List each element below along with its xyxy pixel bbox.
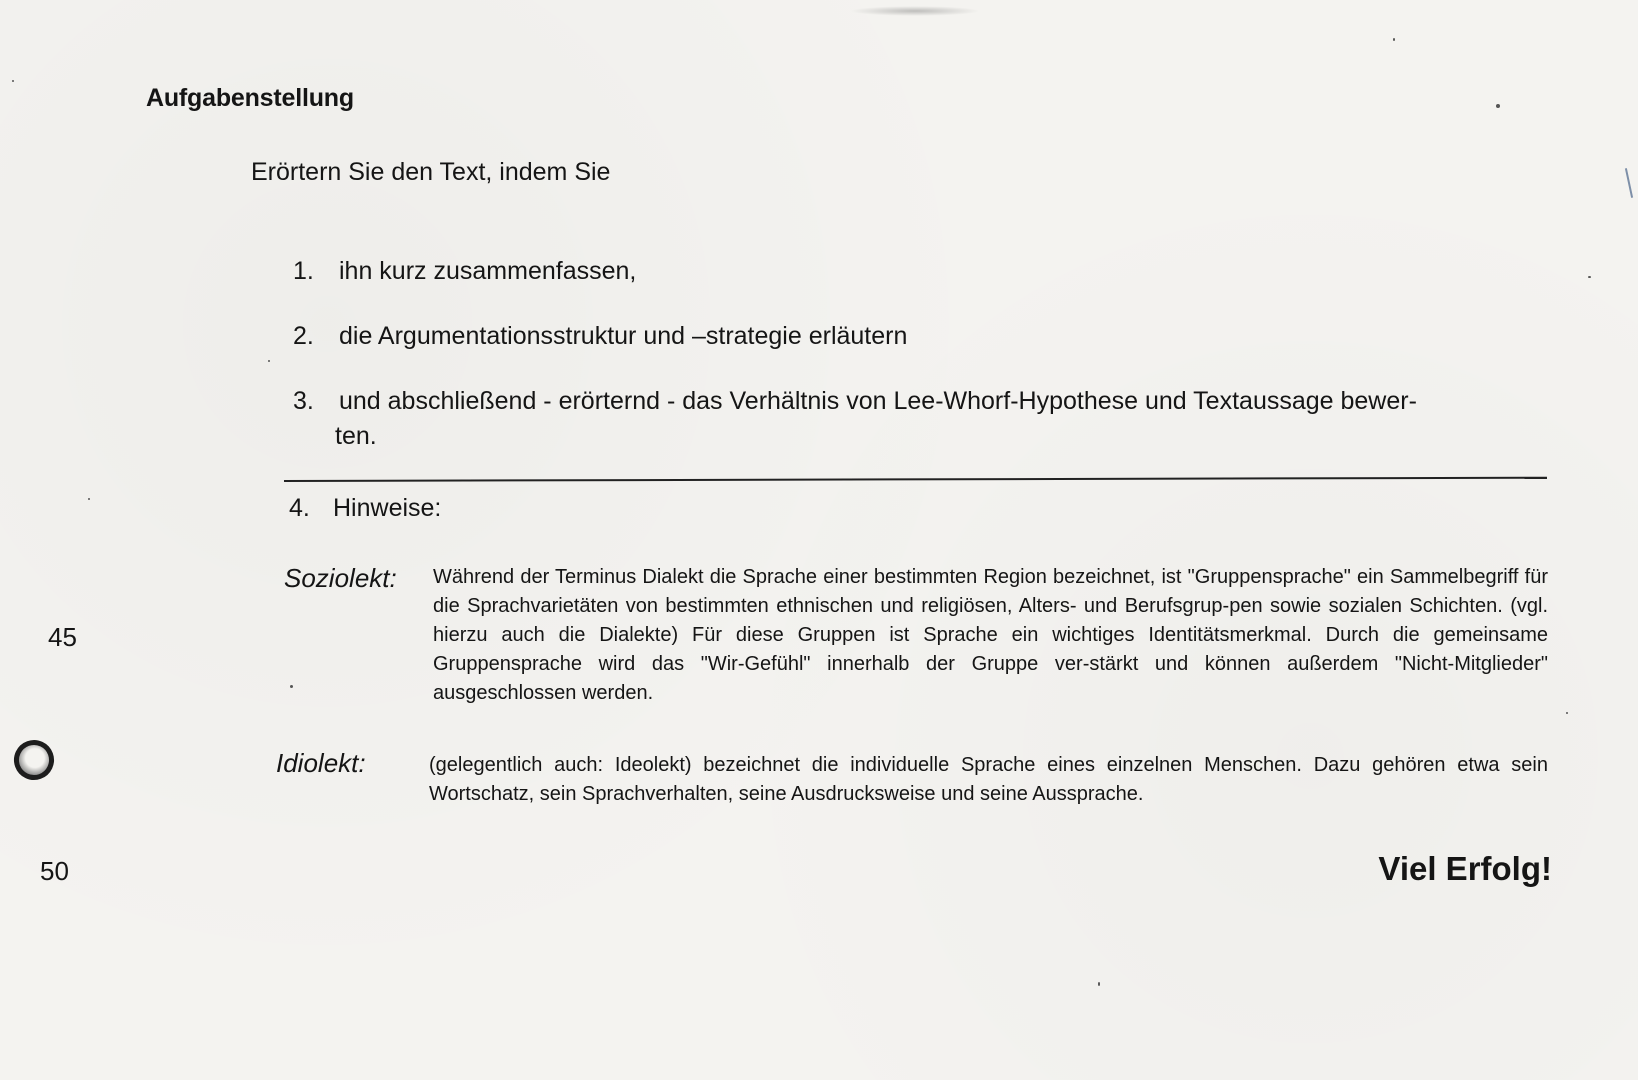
- scan-speck: [88, 498, 90, 500]
- punch-hole-mark: [8, 734, 59, 785]
- task-item-3: [293, 387, 1417, 416]
- hints-label: Hinweise:: [333, 494, 442, 522]
- task-item-3-continuation: ten.: [335, 422, 377, 450]
- term-soziolekt: Soziolekt:: [284, 563, 397, 593]
- hints-number: 4.: [289, 494, 310, 522]
- scan-speck: [290, 685, 293, 688]
- task-number: 3.: [293, 387, 314, 415]
- task-text: ihn kurz zusammenfassen,: [339, 257, 637, 285]
- scan-speck: [1098, 982, 1100, 986]
- horizontal-rule: [284, 477, 1547, 482]
- task-text: die Argumentationsstruktur und –strategie erläutern: [339, 322, 908, 350]
- task-text: und abschließend - erörternd - das Verhältnis von Lee-Whorf-Hypothese und Textaussage bewer-: [339, 387, 1417, 415]
- edge-pen-mark: [1625, 168, 1633, 198]
- task-heading: Aufgabenstellung: [146, 84, 354, 112]
- scan-smudge: [850, 6, 980, 16]
- hints-heading: [289, 494, 441, 523]
- closing-wish: Viel Erfolg!: [1378, 850, 1552, 887]
- task-intro: Erörtern Sie den Text, indem Sie: [251, 158, 611, 186]
- definition-idiolekt: (gelegentlich auch: Ideolekt) bezeichnet die individuelle Sprache eines einzelnen Menschen. Dazu gehören etwa sein Wortschatz, sein Sprachverhalten, seine Ausdrucksweise und seine Aussprache.: [429, 754, 1548, 805]
- task-number: 2.: [293, 322, 314, 350]
- term-idiolekt: Idiolekt:: [276, 748, 366, 778]
- task-item-2: [293, 322, 907, 351]
- scan-speck: [1566, 712, 1568, 714]
- definition-soziolekt: Während der Terminus Dialekt die Sprache einer bestimmten Region bezeichnet, ist "Gruppensprache" ein Sammelbegriff für die Sprachvarietäten von bestimmten ethnischen und religiösen, Alters- und Berufsgrup-pen sowie sozialen Schichten. (vgl. hierzu auch die Dialekte) Für diese Gruppen ist Sprache ein wichtiges Identitätsmerkmal. Durch die gemeinsame Gruppensprache wird das "Wir-Gefühl" innerhalb der Gruppe ver-stärkt und können außerdem "Nicht-Mitglieder" ausgeschlossen werden.: [433, 566, 1548, 704]
- scan-speck: [1393, 38, 1395, 41]
- task-number: 1.: [293, 257, 314, 285]
- line-number-45: 45: [48, 622, 77, 652]
- scan-speck: [1496, 104, 1500, 108]
- scan-speck: [1588, 276, 1591, 278]
- scan-speck: [268, 360, 270, 362]
- line-number-50: 50: [40, 856, 69, 886]
- task-item-1: [293, 257, 636, 286]
- scan-speck: [12, 80, 14, 82]
